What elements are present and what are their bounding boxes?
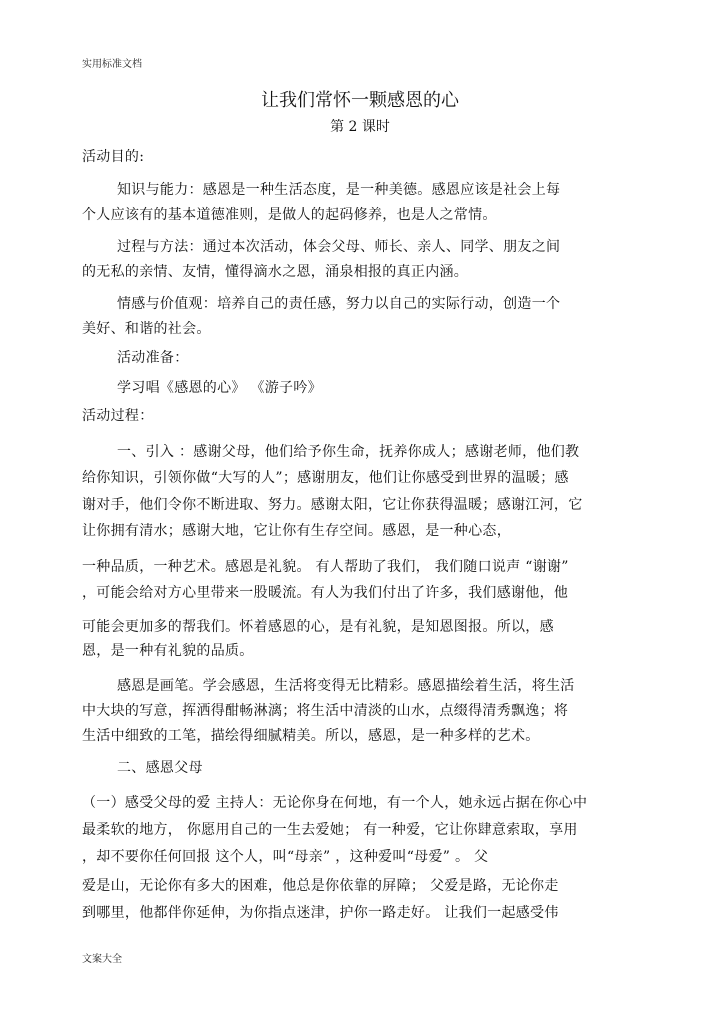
paragraph-line: 学习唱《感恩的心》 《游子吟》 <box>117 380 322 396</box>
paragraph-line: ，可能会给对方心里带来一股暖流。有人为我们付出了许多，我们感谢他，他 <box>82 585 569 601</box>
paragraph-line: 谢对手，他们令你不断进取、努力。感谢太阳，它让你获得温暖；感谢江河，它 <box>82 497 583 513</box>
paragraph-line: 到哪里，他都伴你延伸，为你指点迷津，护你一路走好。 让我们一起感受伟 <box>82 905 559 921</box>
paragraph-line: 知识与能力：感恩是一种生活态度，是一种美德。感恩应该是社会上每 <box>117 182 561 198</box>
paragraph-line: （一）感受父母的爱 主持人：无论你身在何地，有一个人，她永远占据在你心中 <box>82 795 588 811</box>
paragraph-line: 一种品质，一种艺术。感恩是礼貌。 有人帮助了我们， 我们随口说声 “谢谢” <box>82 559 569 575</box>
section-heading-process: 活动过程： <box>82 408 154 424</box>
paragraph-line: 可能会更加多的帮我们。怀着感恩的心，是有礼貌，是知恩图报。所以，感 <box>82 619 554 635</box>
paragraph-line: 一、引入 ：感谢父母，他们给予你生命，抚养你成人；感谢老师，他们教 <box>117 444 580 460</box>
paragraph-line: 给你知识，引领你做“大写的人”；感谢朋友，他们让你感受到世界的温暖；感 <box>82 470 569 486</box>
paragraph-line: ，却不要你任何回报 这个人，叫“母亲” ，这种爱叫“母爱” 。 父 <box>82 849 489 865</box>
paragraph-line: 爱是山，无论你有多大的困难，他总是你依靠的屏障； 父爱是路，无论你走 <box>82 878 559 894</box>
paragraph-line: 感恩是画笔。学会感恩，生活将变得无比精彩。感恩描绘着生活，将生活 <box>117 678 575 694</box>
paragraph-line: 情感与价值观：培养自己的责任感，努力以自己的实际行动，创造一个 <box>117 296 561 312</box>
paragraph-line: 中大块的写意，挥洒得酣畅淋漓；将生活中清淡的山水，点缀得清秀飘逸；将 <box>82 703 569 719</box>
section-heading-purpose: 活动目的: <box>82 149 145 165</box>
paragraph-line: 过程与方法：通过本次活动，体会父母、师长、亲人、同学、朋友之间 <box>117 239 561 255</box>
section-heading-preparation: 活动准备： <box>117 350 189 366</box>
paragraph-line: 恩，是一种有礼貌的品质。 <box>82 643 254 659</box>
paragraph-line: 美好、和谐的社会。 <box>82 321 211 337</box>
paragraph-line: 个人应该有的基本道德准则，是做人的起码修养，也是人之常情。 <box>82 207 497 223</box>
paragraph-line: 让你拥有清水；感谢大地，它让你有生存空间。感恩，是一种心态， <box>82 523 511 539</box>
paragraph-line: 最柔软的地方， 你愿用自己的一生去爱她； 有一种爱，它让你肆意索取，享用 <box>82 822 578 838</box>
lesson-label: 第 2 课时 <box>330 119 390 135</box>
page-header: 实用标准文档 <box>82 59 142 70</box>
document-title: 让我们常怀一颗感恩的心 <box>261 90 459 111</box>
paragraph-line: 生活中细致的工笔，描绘得细腻精美。所以，感恩，是一种多样的艺术。 <box>82 728 540 744</box>
page-footer: 文案大全 <box>82 954 122 965</box>
paragraph-line: 的无私的亲情、友情，懂得滴水之恩，涌泉相报的真正内涵。 <box>82 264 469 280</box>
section-heading-parents: 二、感恩父母 <box>117 760 203 776</box>
